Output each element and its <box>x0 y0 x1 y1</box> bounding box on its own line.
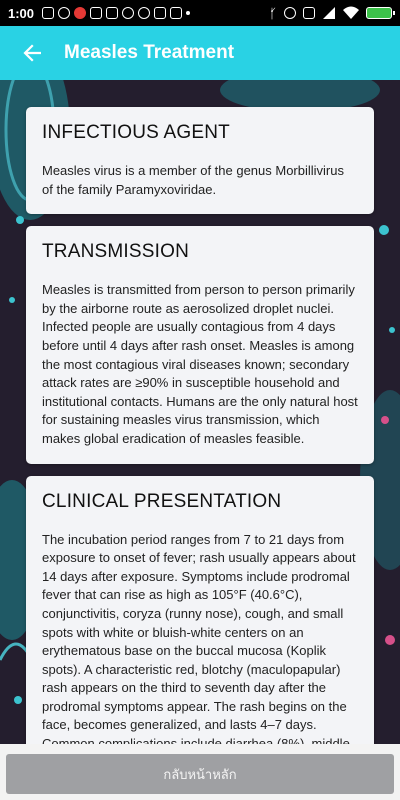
calendar-icon <box>90 7 102 19</box>
section-card-infectious-agent <box>26 107 374 214</box>
section-heading: INFECTIOUS AGENT <box>42 122 230 143</box>
section-card-transmission <box>26 226 374 463</box>
content-scroll[interactable] <box>0 80 400 750</box>
settings-icon <box>58 7 70 19</box>
section-body: The incubation period ranges from 7 to 21 days from exposure to onset of fever; rash usually appears about 14 days after exposure. Symptoms include prodromal fever that can rise as high as 105°F (40.6°C), conjunctivitis, coryza (runny nose), cough, and small spots with white or bluish-white centers on an erythematous base on the buccal mucosa (Koplik spots). A characteristic red, blotchy (maculopapular) rash appears on the third to seventh day after the prodromal symptoms appear. The rash begins on the face, becomes generalized, and lasts 4–7 days. <box>42 531 356 733</box>
message-icon <box>42 7 54 19</box>
section-card-clinical-presentation <box>26 476 374 750</box>
section-heading: CLINICAL PRESENTATION <box>42 490 282 512</box>
back-to-home-button[interactable]: กลับหน้าหลัก <box>6 754 394 794</box>
battery-charging-icon <box>366 7 392 19</box>
tiktok-icon <box>170 7 182 19</box>
section-heading: TRANSMISSION <box>42 241 190 263</box>
status-bar <box>0 0 400 26</box>
arrow-back-icon <box>23 44 41 62</box>
notification-icons <box>42 7 190 19</box>
signal-icon <box>322 6 336 20</box>
back-button[interactable] <box>0 26 64 80</box>
section-body: Measles is transmitted from person to person primarily by the airborne route as aerosolized droplet nuclei. Infected people are usually contagious from 4 days before until 4 days after rash onset. Measles is among the most contagious viral diseases known; secondary attack rates are ≥90% in susceptible household and institutional contacts. Humans are the only natural host for sustaining measles virus transmission, which makes global eradication of measles feasible. <box>42 282 358 446</box>
wifi-icon <box>343 6 359 20</box>
app-s-icon <box>74 7 86 19</box>
page-title: Measles Treatment <box>64 42 235 63</box>
section-body: Measles virus is a member of the genus Morbillivirus of the family Paramyxoviridae. <box>42 163 344 197</box>
tiktok-icon <box>154 7 166 19</box>
alarm-icon <box>284 7 296 19</box>
bluetooth-icon: ᚶ <box>269 5 277 21</box>
chat-icon <box>138 7 150 19</box>
image-icon <box>106 7 118 19</box>
system-icons <box>269 6 392 21</box>
app-bar <box>0 26 400 80</box>
chat-icon <box>122 7 134 19</box>
bottom-bar <box>0 744 400 800</box>
vibrate-icon <box>303 7 315 19</box>
more-dot-icon <box>186 11 190 15</box>
status-time: 1:00 <box>8 5 35 21</box>
